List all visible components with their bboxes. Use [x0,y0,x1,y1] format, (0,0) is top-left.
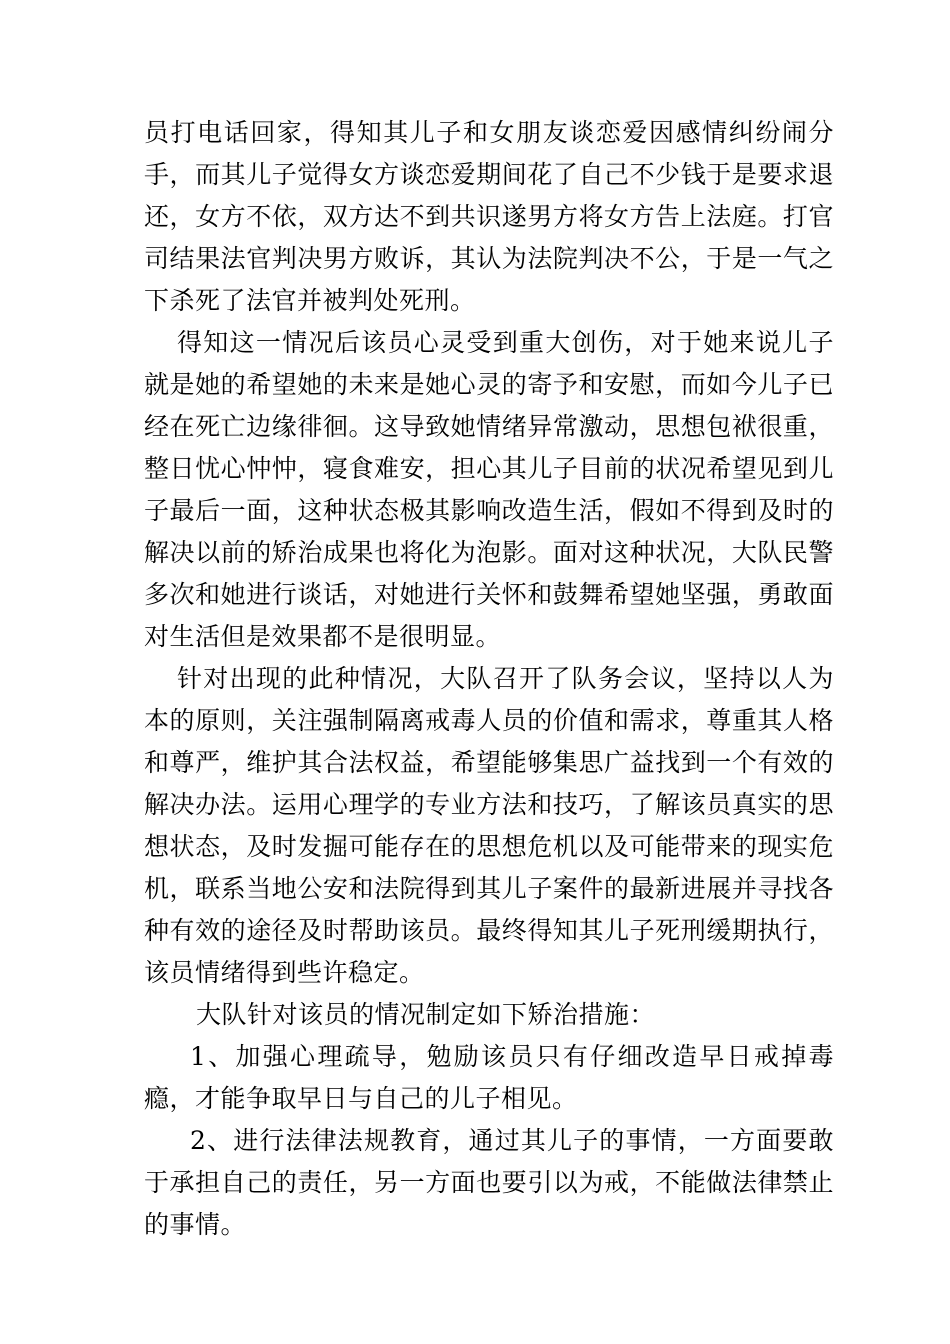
paragraph-2: 得知这一情况后该员心灵受到重大创伤，对于她来说儿子就是她的希望她的未来是她心灵的寄予和安慰，而如今儿子已经在死亡边缘徘徊。这导致她情绪异常激动，思想包袱很重，整日忧心忡忡，寝食难安，担心其儿子目前的状况希望见到儿子最后一面，这种状态极其影响改造生活，假如不得到及时的解决以前的矫治成果也将化为泡影。面对这种状况，大队民警多次和她进行谈话，对她进行关怀和鼓舞希望她坚强，勇敢面对生活但是效果都不是很明显。 [144,328,834,651]
document-body [144,112,834,1246]
paragraph-1: 员打电话回家，得知其儿子和女朋友谈恋爱因感情纠纷闹分手，而其儿子觉得女方谈恋爱期间花了自己不少钱于是要求退还，女方不依，双方达不到共识遂男方将女方告上法庭。打官司结果法官判决男方败诉，其认为法院判决不公，于是一气之下杀死了法官并被判处死刑。 [144,118,834,315]
list-item-2: 2、进行法律法规教育，通过其儿子的事情，一方面要敢于承担自己的责任，另一方面也要引以为戒，不能做法律禁止的事情。 [144,1126,834,1239]
list-item-1: 1、加强心理疏导，勉励该员只有仔细改造早日戒掉毒瘾，才能争取早日与自己的儿子相见。 [144,1042,834,1113]
paragraph-3: 针对出现的此种情况，大队召开了队务会议，坚持以人为本的原则，关注强制隔离戒毒人员的价值和需求，尊重其人格和尊严，维护其合法权益，希望能够集思广益找到一个有效的解决办法。运用心理学的专业方法和技巧，了解该员真实的思想状态，及时发掘可能存在的思想危机以及可能带来的现实危机，联系当地公安和法院得到其儿子案件的最新进展并寻找各种有效的途径及时帮助该员。最终得知其儿子死刑缓期执行，该员情绪得到些许稳定。 [144,664,834,987]
paragraph-4: 大队针对该员的情况制定如下矫治措施： [196,1000,656,1029]
